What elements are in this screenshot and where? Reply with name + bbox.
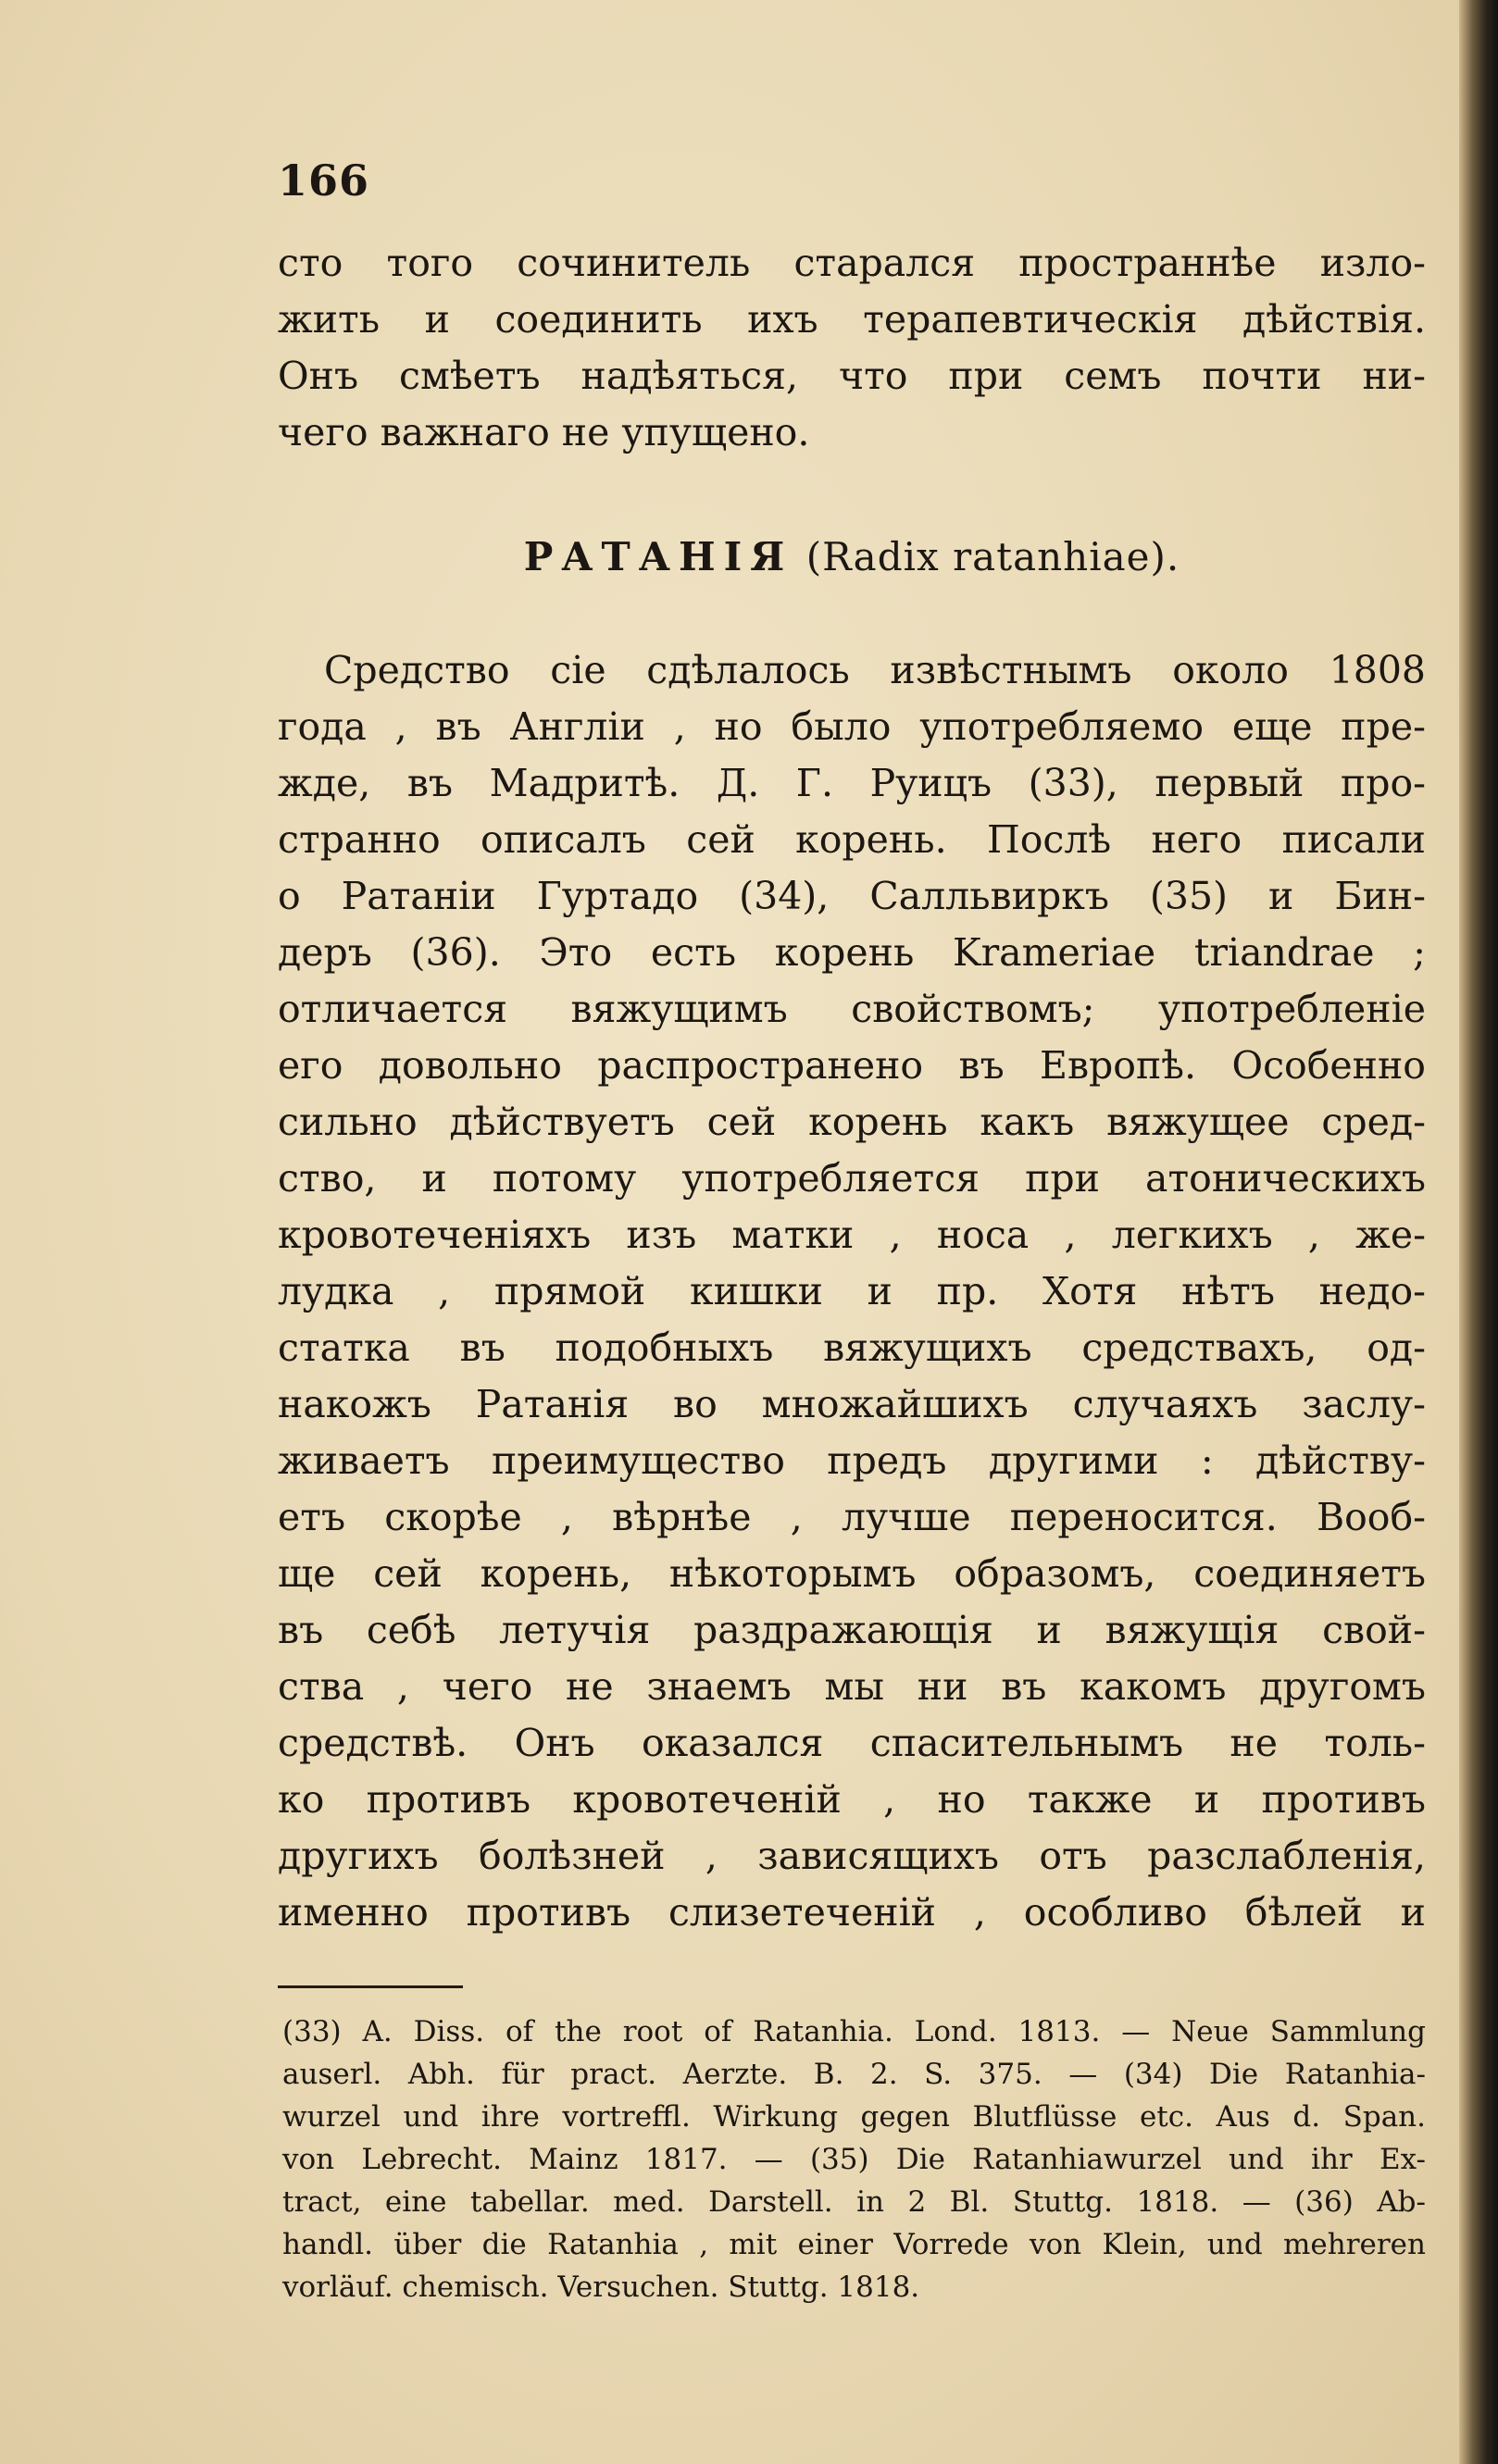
footnote-line: handl. über die Ratanhia , mit einer Vorrede von Klein, und mehreren [282, 2228, 1426, 2261]
footnote-line: von Lebrecht. Mainz 1817. — (35) Die Ratanhiawurzel und ihr Ex- [282, 2143, 1426, 2176]
text-line: средствѣ. Онъ оказался спасительнымъ не толь- [278, 1721, 1426, 1765]
text-line: жить и соединить ихъ терапевтическія дѣйствія. [278, 297, 1426, 342]
page-number: 166 [278, 156, 370, 205]
text-line: лудка , прямой кишки и пр. Хотя нѣтъ недо- [278, 1269, 1426, 1313]
text-line: отличается вяжущимъ свойствомъ; употребленіе [278, 987, 1426, 1031]
text-line: въ себѣ летучія раздражающія и вяжущія свой- [278, 1608, 1426, 1652]
page-edge-shadow [1459, 0, 1498, 2464]
footnote-line: tract, eine tabellar. med. Darstell. in 2 Bl. Stuttg. 1818. — (36) Ab- [282, 2185, 1426, 2219]
text-line: Онъ смѣетъ надѣяться, что при семъ почти ни- [278, 354, 1426, 398]
text-line: деръ (36). Это есть корень Krameriae triandrae ; [278, 930, 1426, 975]
text-line: Средство сіе сдѣлалось извѣстнымъ около 1808 [324, 648, 1426, 692]
text-line: года , въ Англіи , но было употребляемо еще пре- [278, 704, 1426, 749]
footnotes [282, 2010, 1426, 2308]
text-line: накожъ Ратанія во множайшихъ случаяхъ заслу- [278, 1382, 1426, 1426]
text-line: сильно дѣйствуетъ сей корень какъ вяжущее сред- [278, 1100, 1426, 1144]
text-line: кровотеченіяхъ изъ матки , носа , легкихъ , же- [278, 1213, 1426, 1257]
intro-paragraph [278, 235, 1426, 461]
text-line: ко противъ кровотеченій , но также и противъ [278, 1777, 1426, 1822]
section-heading [278, 529, 1426, 585]
text-line: живаетъ преимущество предъ другими : дѣйству- [278, 1438, 1426, 1483]
footnote-line: vorläuf. chemisch. Versuchen. Stuttg. 1818. [282, 2271, 920, 2304]
text-line: сто того сочинитель старался пространнѣе изло- [278, 241, 1426, 285]
footnote-line: auserl. Abh. für pract. Aerzte. B. 2. S. 375. — (34) Die Ratanhia- [282, 2058, 1426, 2091]
text-line: статка въ подобныхъ вяжущихъ средствахъ, од- [278, 1325, 1426, 1370]
text-line: о Ратаніи Гуртадо (34), Салльвиркъ (35) и Бин- [278, 874, 1426, 918]
footnote-line: (33) A. Diss. of the root of Ratanhia. Lond. 1813. — Neue Sammlung [282, 2015, 1426, 2048]
text-line: жде, въ Мадритѣ. Д. Г. Руицъ (33), первый про- [278, 761, 1426, 805]
text-line: странно описалъ сей корень. Послѣ него писали [278, 817, 1426, 862]
text-line: чего важнаго не упущено. [278, 410, 810, 454]
text-line: другихъ болѣзней , зависящихъ отъ разслабленія, [278, 1834, 1426, 1878]
text-line: ще сей корень, нѣкоторымъ образомъ, соединяетъ [278, 1551, 1426, 1596]
text-line: именно противъ слизетеченій , особливо бѣлей и [278, 1890, 1426, 1935]
text-line: ства , чего не знаемъ мы ни въ какомъ другомъ [278, 1664, 1426, 1709]
section-title: РАТАНІЯ [523, 534, 793, 579]
body-paragraph [278, 642, 1426, 1941]
footnote-divider [278, 1985, 463, 1988]
footnote-line: wurzel und ihre vortreffl. Wirkung gegen Blutflüsse etc. Aus d. Span. [282, 2100, 1426, 2134]
section-latin-name: (Radix ratanhiae). [805, 534, 1180, 579]
text-line: его довольно распространено въ Европѣ. Особенно [278, 1043, 1426, 1088]
text-line: ство, и потому употребляется при атоническихъ [278, 1156, 1426, 1201]
text-line: етъ скорѣе , вѣрнѣе , лучше переносится. Вооб- [278, 1495, 1426, 1539]
